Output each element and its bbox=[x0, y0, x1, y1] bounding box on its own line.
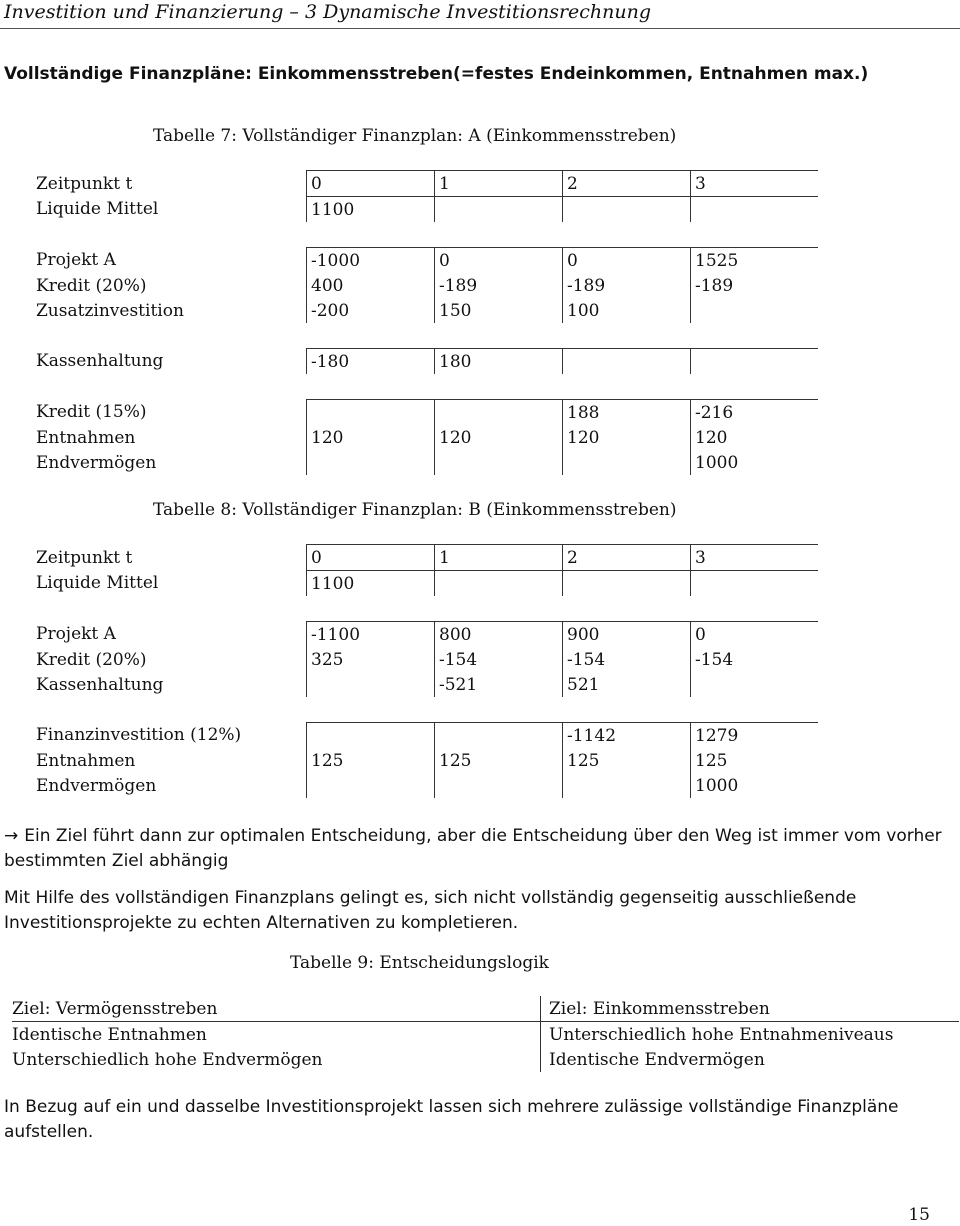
row-label: Zeitpunkt t bbox=[36, 547, 133, 568]
row-label: Endvermögen bbox=[36, 452, 157, 473]
cell: 0 bbox=[563, 248, 691, 274]
cell: -154 bbox=[691, 647, 819, 672]
cell bbox=[435, 723, 563, 749]
table-row bbox=[36, 545, 818, 571]
table-row bbox=[36, 425, 818, 450]
table-row bbox=[12, 1047, 959, 1072]
row-label: Kredit (15%) bbox=[36, 402, 147, 423]
cell bbox=[563, 197, 691, 223]
cell bbox=[691, 349, 819, 375]
table-row bbox=[36, 450, 818, 475]
cell: 800 bbox=[435, 622, 563, 648]
cell bbox=[435, 571, 563, 597]
row-label: Kassenhaltung bbox=[36, 351, 164, 372]
cell: 400 bbox=[307, 273, 435, 298]
table9-caption: Tabelle 9: Entscheidungslogik bbox=[290, 953, 549, 973]
row-label: Zeitpunkt t bbox=[36, 173, 133, 194]
table-row bbox=[36, 773, 818, 798]
cell: 125 bbox=[435, 748, 563, 773]
cell: 1 bbox=[435, 545, 563, 571]
cell: 1525 bbox=[691, 248, 819, 274]
cell bbox=[435, 400, 563, 426]
table7 bbox=[36, 170, 818, 475]
cell: -216 bbox=[691, 400, 819, 426]
row-label: Projekt A bbox=[36, 624, 116, 645]
table-row bbox=[36, 647, 818, 672]
cell bbox=[691, 571, 819, 597]
cell: 2 bbox=[563, 171, 691, 197]
cell bbox=[435, 197, 563, 223]
cell: 120 bbox=[563, 425, 691, 450]
table-row bbox=[36, 571, 818, 597]
cell: 120 bbox=[435, 425, 563, 450]
cell bbox=[307, 723, 435, 749]
conclusion-paragraph bbox=[4, 824, 954, 874]
cell: -200 bbox=[307, 298, 435, 323]
cell: 1000 bbox=[691, 450, 819, 475]
cell bbox=[307, 773, 435, 798]
cell: 3 bbox=[691, 545, 819, 571]
cell: -189 bbox=[691, 273, 819, 298]
cell: 3 bbox=[691, 171, 819, 197]
cell: -1000 bbox=[307, 248, 435, 274]
page-number: 15 bbox=[908, 1205, 930, 1225]
running-header bbox=[0, 0, 960, 29]
cell: 325 bbox=[307, 647, 435, 672]
cell: 188 bbox=[563, 400, 691, 426]
cell: 0 bbox=[435, 248, 563, 274]
cell: 1279 bbox=[691, 723, 819, 749]
cell: 120 bbox=[691, 425, 819, 450]
cell: Ziel: Vermögensstreben bbox=[12, 996, 541, 1022]
cell: Identische Endvermögen bbox=[541, 1047, 960, 1072]
cell: 1000 bbox=[691, 773, 819, 798]
table-row bbox=[36, 723, 818, 749]
row-label: Liquide Mittel bbox=[36, 573, 159, 594]
cell bbox=[307, 672, 435, 697]
table-row bbox=[36, 400, 818, 426]
cell: -154 bbox=[563, 647, 691, 672]
cell bbox=[307, 400, 435, 426]
table9 bbox=[12, 996, 959, 1072]
cell: 521 bbox=[563, 672, 691, 697]
cell bbox=[563, 773, 691, 798]
cell bbox=[691, 672, 819, 697]
cell: -154 bbox=[435, 647, 563, 672]
row-label: Finanzinvestition (12%) bbox=[36, 725, 242, 746]
section-title: Vollständige Finanzpläne: Einkommensstreben(=festes Endeinkommen, Entnahmen max.) bbox=[4, 64, 869, 84]
cell bbox=[563, 450, 691, 475]
table-row bbox=[36, 248, 818, 274]
cell: 1 bbox=[435, 171, 563, 197]
cell: 0 bbox=[307, 171, 435, 197]
cell: -1100 bbox=[307, 622, 435, 648]
row-label: Liquide Mittel bbox=[36, 199, 159, 220]
cell: -521 bbox=[435, 672, 563, 697]
cell: Ziel: Einkommensstreben bbox=[541, 996, 960, 1022]
arrow-right-icon: → bbox=[4, 826, 19, 846]
row-label: Kassenhaltung bbox=[36, 674, 164, 695]
table8 bbox=[36, 544, 818, 798]
cell bbox=[307, 450, 435, 475]
cell bbox=[563, 349, 691, 375]
row-label: Endvermögen bbox=[36, 775, 157, 796]
closing-paragraph: In Bezug auf ein und dasselbe Investitionsprojekt lassen sich mehrere zulässige vollständige Finanzpläne aufstellen. bbox=[4, 1097, 899, 1142]
row-label: Entnahmen bbox=[36, 427, 136, 448]
table-row bbox=[12, 1022, 959, 1048]
cell: 0 bbox=[307, 545, 435, 571]
cell bbox=[563, 571, 691, 597]
cell: 100 bbox=[563, 298, 691, 323]
cell bbox=[691, 298, 819, 323]
table-row bbox=[36, 171, 818, 197]
cell: 2 bbox=[563, 545, 691, 571]
table-row bbox=[36, 672, 818, 697]
row-label: Zusatzinvestition bbox=[36, 300, 184, 321]
table-row bbox=[36, 197, 818, 223]
cell: Identische Entnahmen bbox=[12, 1024, 207, 1045]
explanation-paragraph: Mit Hilfe des vollständigen Finanzplans gelingt es, sich nicht vollständig gegenseitig ausschließende Investitionsprojekte zu echten Alternativen zu kompletieren. bbox=[4, 888, 857, 933]
cell: 1100 bbox=[307, 571, 435, 597]
cell: 150 bbox=[435, 298, 563, 323]
cell bbox=[691, 197, 819, 223]
row-label: Kredit (20%) bbox=[36, 649, 147, 670]
conclusion-text: Ein Ziel führt dann zur optimalen Entscheidung, aber die Entscheidung über den Weg ist immer vom vorher bestimmten Ziel abhängig bbox=[4, 826, 942, 871]
row-label: Kredit (20%) bbox=[36, 275, 147, 296]
table-row bbox=[36, 349, 818, 375]
cell: -189 bbox=[563, 273, 691, 298]
cell: 125 bbox=[307, 748, 435, 773]
table8-caption: Tabelle 8: Vollständiger Finanzplan: B (Einkommensstreben) bbox=[153, 500, 677, 520]
table-row bbox=[36, 622, 818, 648]
cell: 180 bbox=[435, 349, 563, 375]
cell: -189 bbox=[435, 273, 563, 298]
cell: -180 bbox=[307, 349, 435, 375]
row-label: Projekt A bbox=[36, 250, 116, 271]
table-row bbox=[36, 748, 818, 773]
cell: Unterschiedlich hohe Endvermögen bbox=[12, 1049, 323, 1070]
cell: 0 bbox=[691, 622, 819, 648]
cell bbox=[435, 450, 563, 475]
cell bbox=[435, 773, 563, 798]
cell: Unterschiedlich hohe Entnahmeniveaus bbox=[541, 1022, 960, 1048]
cell: 120 bbox=[307, 425, 435, 450]
header-title: Investition und Finanzierung – 3 Dynamische Investitionsrechnung bbox=[4, 1, 652, 23]
table-row bbox=[36, 298, 818, 323]
table7-caption: Tabelle 7: Vollständiger Finanzplan: A (Einkommensstreben) bbox=[153, 126, 677, 146]
cell: 1100 bbox=[307, 197, 435, 223]
cell: 125 bbox=[563, 748, 691, 773]
cell: 125 bbox=[691, 748, 819, 773]
table-row bbox=[12, 996, 959, 1022]
cell: 900 bbox=[563, 622, 691, 648]
table-row bbox=[36, 273, 818, 298]
row-label: Entnahmen bbox=[36, 750, 136, 771]
cell: -1142 bbox=[563, 723, 691, 749]
